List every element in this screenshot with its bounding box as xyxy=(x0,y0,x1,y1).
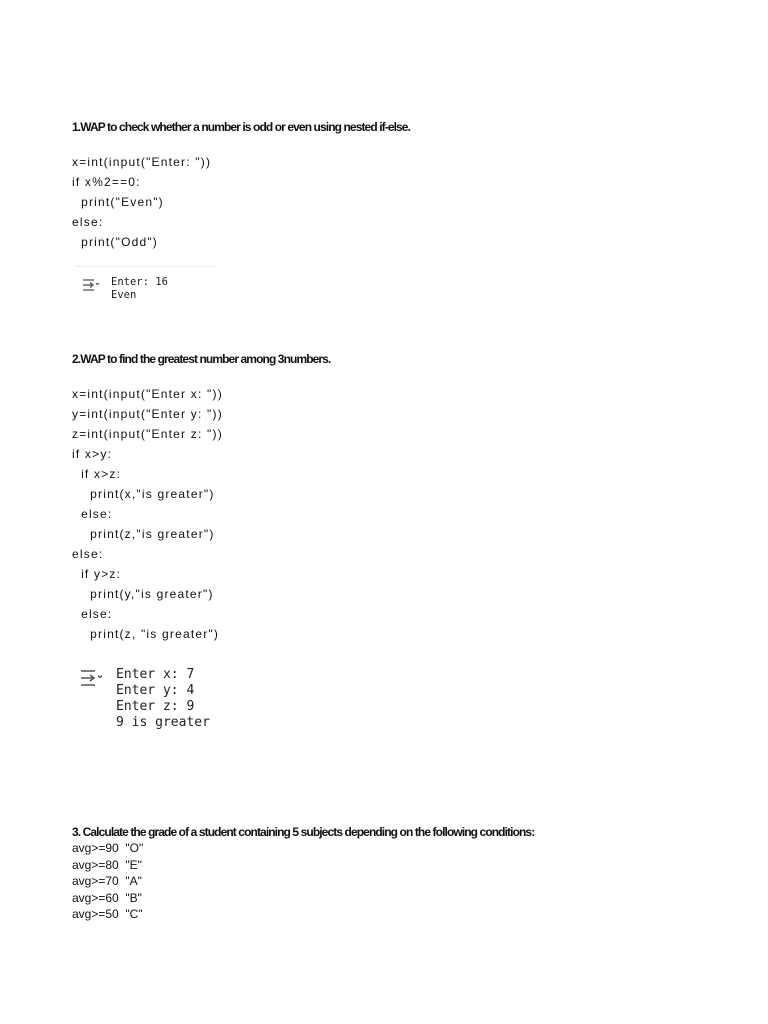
output-toggle-icon[interactable] xyxy=(82,278,100,297)
question-2-code: x=int(input("Enter x: ")) y=int(input("Enter y: ")) z=int(input("Enter z: ")) if x>y: if x>z: print(x,"is greater") else: print(z,"is greater") else: if y>z: print(y,"is greater") else: print(z, "is greater") xyxy=(72,387,223,641)
question-2-output-cell xyxy=(76,664,226,734)
question-1-code: x=int(input("Enter: ")) if x%2==0: print("Even") else: print("Odd") xyxy=(72,155,212,249)
question-1-output-cell xyxy=(76,266,216,307)
question-3-conditions: avg>=90 "O" avg>=80 "E" avg>=70 "A" avg>=60 "B" avg>=50 "C" xyxy=(72,841,144,922)
question-2-heading: 2.WAP to find the greatest number among 3numbers. xyxy=(72,352,331,366)
question-1-heading: 1.WAP to check whether a number is odd or even using nested if-else. xyxy=(72,120,411,134)
question-1-output-text: Enter: 16 Even xyxy=(111,276,168,301)
question-3-heading: 3. Calculate the grade of a student containing 5 subjects depending on the following conditions: xyxy=(72,825,535,839)
question-2-output-text: Enter x: 7 Enter y: 4 Enter z: 9 9 is greater xyxy=(116,667,210,730)
output-toggle-icon[interactable] xyxy=(80,669,104,692)
